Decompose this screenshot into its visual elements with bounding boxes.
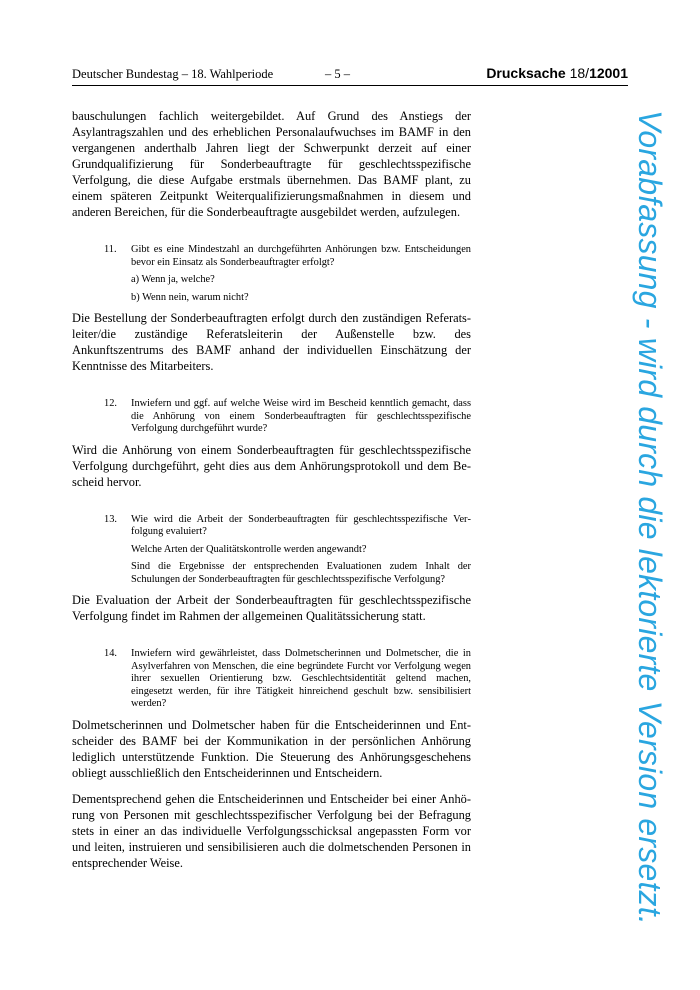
- question-11: [104, 244, 471, 304]
- document-id: 12001: [589, 65, 628, 81]
- page-number: – 5 –: [325, 67, 350, 81]
- draft-watermark: Vorabfassung - wird durch die lektorierte Version ersetzt.: [632, 110, 668, 925]
- document-label: Drucksache: [486, 65, 566, 81]
- answer-12: Wird die Anhörung von einem Sonderbeauftragten für geschlechtsspezifische Verfolgung durchgeführt, geht dies aus dem Anhörungsprotokoll und dem Bescheid hervor.: [72, 442, 471, 489]
- question-text: Gibt es eine Mindestzahl an durchgeführten Anhörungen bzw. Entscheidungen bevor ein Einsatz als Sonderbeauftragter erfolgt?: [131, 244, 471, 268]
- question-14: [104, 648, 471, 711]
- question-number: 12.: [104, 398, 117, 409]
- question-text: Inwiefern wird gewährleistet, dass Dolmetscherinnen und Dolmetscher, die in Asylverfahren von Menschen, die eine begründete Furcht vor Verfolgung wegen ihrer sexuellen Orientierung bzw. Geschlechtsidentität geltend machen, eingesetzt werden, für ihre Tätigkeit hinreichend geschult bzw. sensibilisiert werden?: [131, 648, 471, 709]
- question-sub-1: Welche Arten der Qualitätskontrolle werden angewandt?: [131, 543, 367, 555]
- answer-13: Die Evaluation der Arbeit der Sonderbeauftragten für geschlechtsspezifische Verfolgung findet im Rahmen der allgemeinen Qualitätssicherung statt.: [72, 593, 471, 623]
- answer-11: Die Bestellung der Sonderbeauftragten erfolgt durch den zuständigen Referatsleiter/die zuständige Referatsleiterin der Außenstelle bzw. des Ankunftszentrums des BAMF anhand der individuellen Einschätzung der Kenntnisse des Mitarbeiters.: [72, 311, 471, 373]
- question-sub-2: Sind die Ergebnisse der entsprechenden Evaluationen zudem Inhalt der Schulungen der Sonderbeauftragten für geschlechtsspezifische Verfolgung?: [131, 561, 471, 585]
- question-sub-b: b) Wenn nein, warum nicht?: [131, 291, 249, 303]
- header-parliament: Deutscher Bundestag – 18. Wahlperiode: [72, 67, 274, 81]
- question-13: [104, 514, 471, 587]
- answer-14-part-2: Dementsprechend gehen die Entscheiderinnen und Entscheider bei einer Anhörung von Personen mit geschlechtsspezifischer Verfolgung bei der Befragung stets in einer an das individuelle Verfolgungsschicksal angepassten Form vor und leiten, instruieren und sensibilisieren auch die dolmetschenden Personen in entsprechender Weise.: [72, 791, 471, 870]
- intro-paragraph: bauschulungen fachlich weitergebildet. Auf Grund des Anstiegs der Asylantragszahlen und des erheblichen Personalaufwuchses im BAMF in den vergangenen anderthalb Jahren liegt der Schwerpunkt derzeit auf einer Grundqualifizierung für Sonderbeauftragte für geschlechtsspezifische Verfolgung, die diese Aufgabe erstmals übernehmen. Das BAMF plant, zu einem späteren Zeitpunkt Weiterqualifizierungsmaßnahmen in diesem und anderen Bereichen, für die Sonderbeauftragte ausgebildet werden, aufzulegen.: [72, 109, 471, 219]
- question-text: Inwiefern und ggf. auf welche Weise wird im Bescheid kenntlich gemacht, dass die Anhörung von einem Sonderbeauftragten für geschlechtsspezifische Verfolgung durchgeführt wurde?: [131, 398, 471, 434]
- document-number: [486, 65, 628, 81]
- question-number: 13.: [104, 513, 117, 525]
- page-header: [72, 67, 628, 86]
- page-body: [72, 108, 471, 871]
- question-sub-a: a) Wenn ja, welche?: [131, 274, 215, 285]
- question-12: [104, 398, 471, 436]
- question-number: 14.: [104, 648, 117, 659]
- question-number: 11.: [104, 244, 117, 255]
- document-prefix: 18/: [569, 65, 590, 81]
- answer-14-part-1: Dolmetscherinnen und Dolmetscher haben für die Entscheiderinnen und Entscheider des BAMF bei der Kommunikation in der persönlichen Anhörung lediglich unterstützende Funktion. Die Steuerung des Anhörungsgeschehens obliegt ausschließlich den Entscheiderinnen und Entscheidern.: [72, 717, 471, 780]
- question-text: Wie wird die Arbeit der Sonderbeauftragten für geschlechtsspezifische Verfolgung evaluiert?: [131, 513, 471, 537]
